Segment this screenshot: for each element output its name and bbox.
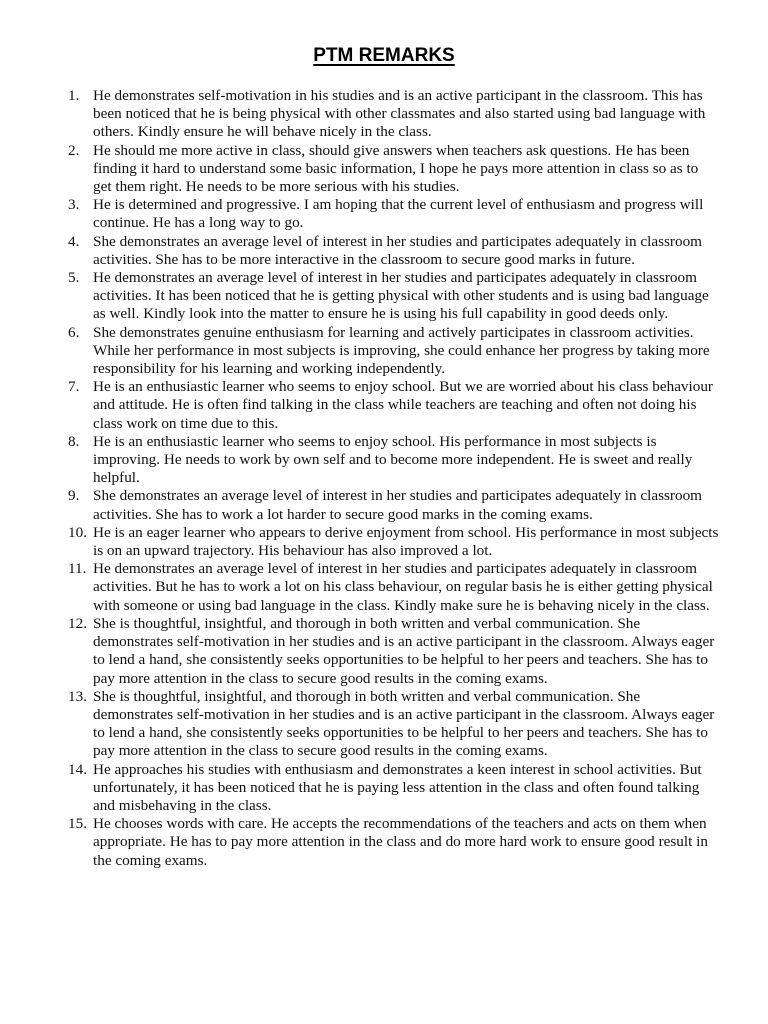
remark-text: She demonstrates an average level of interest in her studies and participates adequately in classroom activities. She has to be more interactive in the classroom to secure good marks in future. (93, 232, 702, 268)
remark-item (68, 815, 720, 870)
remark-text: He is an enthusiastic learner who seems to enjoy school. His performance in most subjects is improving. He needs to work by own self and to become more independent. He is sweet and really helpful. (93, 432, 693, 487)
remark-number: 13. (68, 687, 87, 705)
remark-item (68, 433, 720, 488)
remark-item (68, 688, 720, 761)
remark-item (68, 269, 720, 324)
remark-number: 6. (68, 323, 80, 341)
remark-number: 9. (68, 487, 80, 505)
remark-text: He is determined and progressive. I am hoping that the current level of enthusiasm and progress will continue. He has a long way to go. (93, 196, 704, 232)
remark-text: He demonstrates self-motivation in his studies and is an active participant in the classroom. This has been noticed that he is being physical with other classmates and also started using bad language with others. Kindly ensure he will behave nicely in the class. (93, 87, 706, 141)
remark-number: 4. (68, 232, 80, 250)
remark-number: 1. (68, 87, 80, 104)
remark-item (68, 196, 720, 232)
remark-item (68, 378, 720, 433)
remark-number: 3. (68, 196, 80, 214)
remark-item (68, 524, 720, 560)
remarks-list (68, 87, 720, 870)
remark-number: 2. (68, 141, 80, 159)
remark-item (68, 233, 720, 269)
remark-text: She demonstrates an average level of interest in her studies and participates adequately in classroom activities. She has to work a lot harder to secure good marks in the coming exams. (93, 487, 702, 523)
page-title (0, 44, 768, 68)
remark-item (68, 487, 720, 523)
remark-number: 7. (68, 378, 80, 396)
remark-item (68, 560, 720, 615)
remark-text: She demonstrates genuine enthusiasm for learning and actively participates in classroom activities. While her performance in most subjects is improving, she could enhance her progress by taking more responsibility for his learning and working independently. (93, 323, 710, 378)
remark-item (68, 142, 720, 197)
page-title-text: PTM REMARKS (313, 45, 455, 66)
remark-number: 12. (68, 614, 87, 632)
remark-number: 8. (68, 432, 80, 450)
remark-text: She is thoughtful, insightful, and thorough in both written and verbal communication. She demonstrates self-motivation in her studies and is an active participant in the classroom. Always eager to lend a hand, she consistently seeks opportunities to be helpful to her peers and teachers. She has to pay more attention in the class to secure good results in the coming exams. (93, 687, 715, 760)
remark-number: 5. (68, 269, 80, 287)
remark-number: 14. (68, 760, 87, 778)
remark-item (68, 87, 720, 142)
remark-text: He is an eager learner who appears to derive enjoyment from school. His performance in most subjects is on an upward trajectory. His behaviour has also improved a lot. (93, 523, 719, 560)
remark-text: She is thoughtful, insightful, and thorough in both written and verbal communication. She demonstrates self-motivation in her studies and is an active participant in the classroom. Always eager to lend a hand, she consistently seeks opportunities to be helpful to her peers and teachers. She has to pay more attention in the class to secure good results in the coming exams. (93, 614, 715, 687)
remark-item (68, 324, 720, 379)
remark-text: He should me more active in class, should give answers when teachers ask questions. He has been finding it hard to understand some basic information, I hope he pays more attention in class so as to get them right. He needs to be more serious with his studies. (93, 141, 699, 196)
remark-number: 10. (68, 523, 87, 541)
remark-item (68, 615, 720, 688)
remark-item (68, 761, 720, 816)
remark-text: He approaches his studies with enthusiasm and demonstrates a keen interest in school activities. But unfortunately, it has been noticed that he is paying less attention in the class and often found talking and misbehaving in the class. (93, 760, 702, 814)
remark-text: He demonstrates an average level of interest in her studies and participates adequately in classroom activities. It has been noticed that he is getting physical with other students and is using bad language as well. Kindly look into the matter to ensure he is using his full capability in good deeds only. (93, 269, 709, 323)
remark-number: 11. (68, 560, 87, 578)
remark-number: 15. (68, 815, 87, 833)
remark-text: He demonstrates an average level of interest in her studies and participates adequately in classroom activities. But he has to work a lot on his class behaviour, on regular basis he is either getting physical with someone or using bad language in the class. Kindly make sure he is behaving nicely in the class. (93, 560, 713, 614)
remark-text: He chooses words with care. He accepts the recommendations of the teachers and acts on them when appropriate. He has to pay more attention in the class and do more hard work to ensure good result in the coming exams. (93, 815, 708, 869)
remark-text: He is an enthusiastic learner who seems to enjoy school. But we are worried about his class behaviour and attitude. He is often find talking in the class while teachers are teaching and often not doing his class work on time due to this. (93, 378, 713, 432)
